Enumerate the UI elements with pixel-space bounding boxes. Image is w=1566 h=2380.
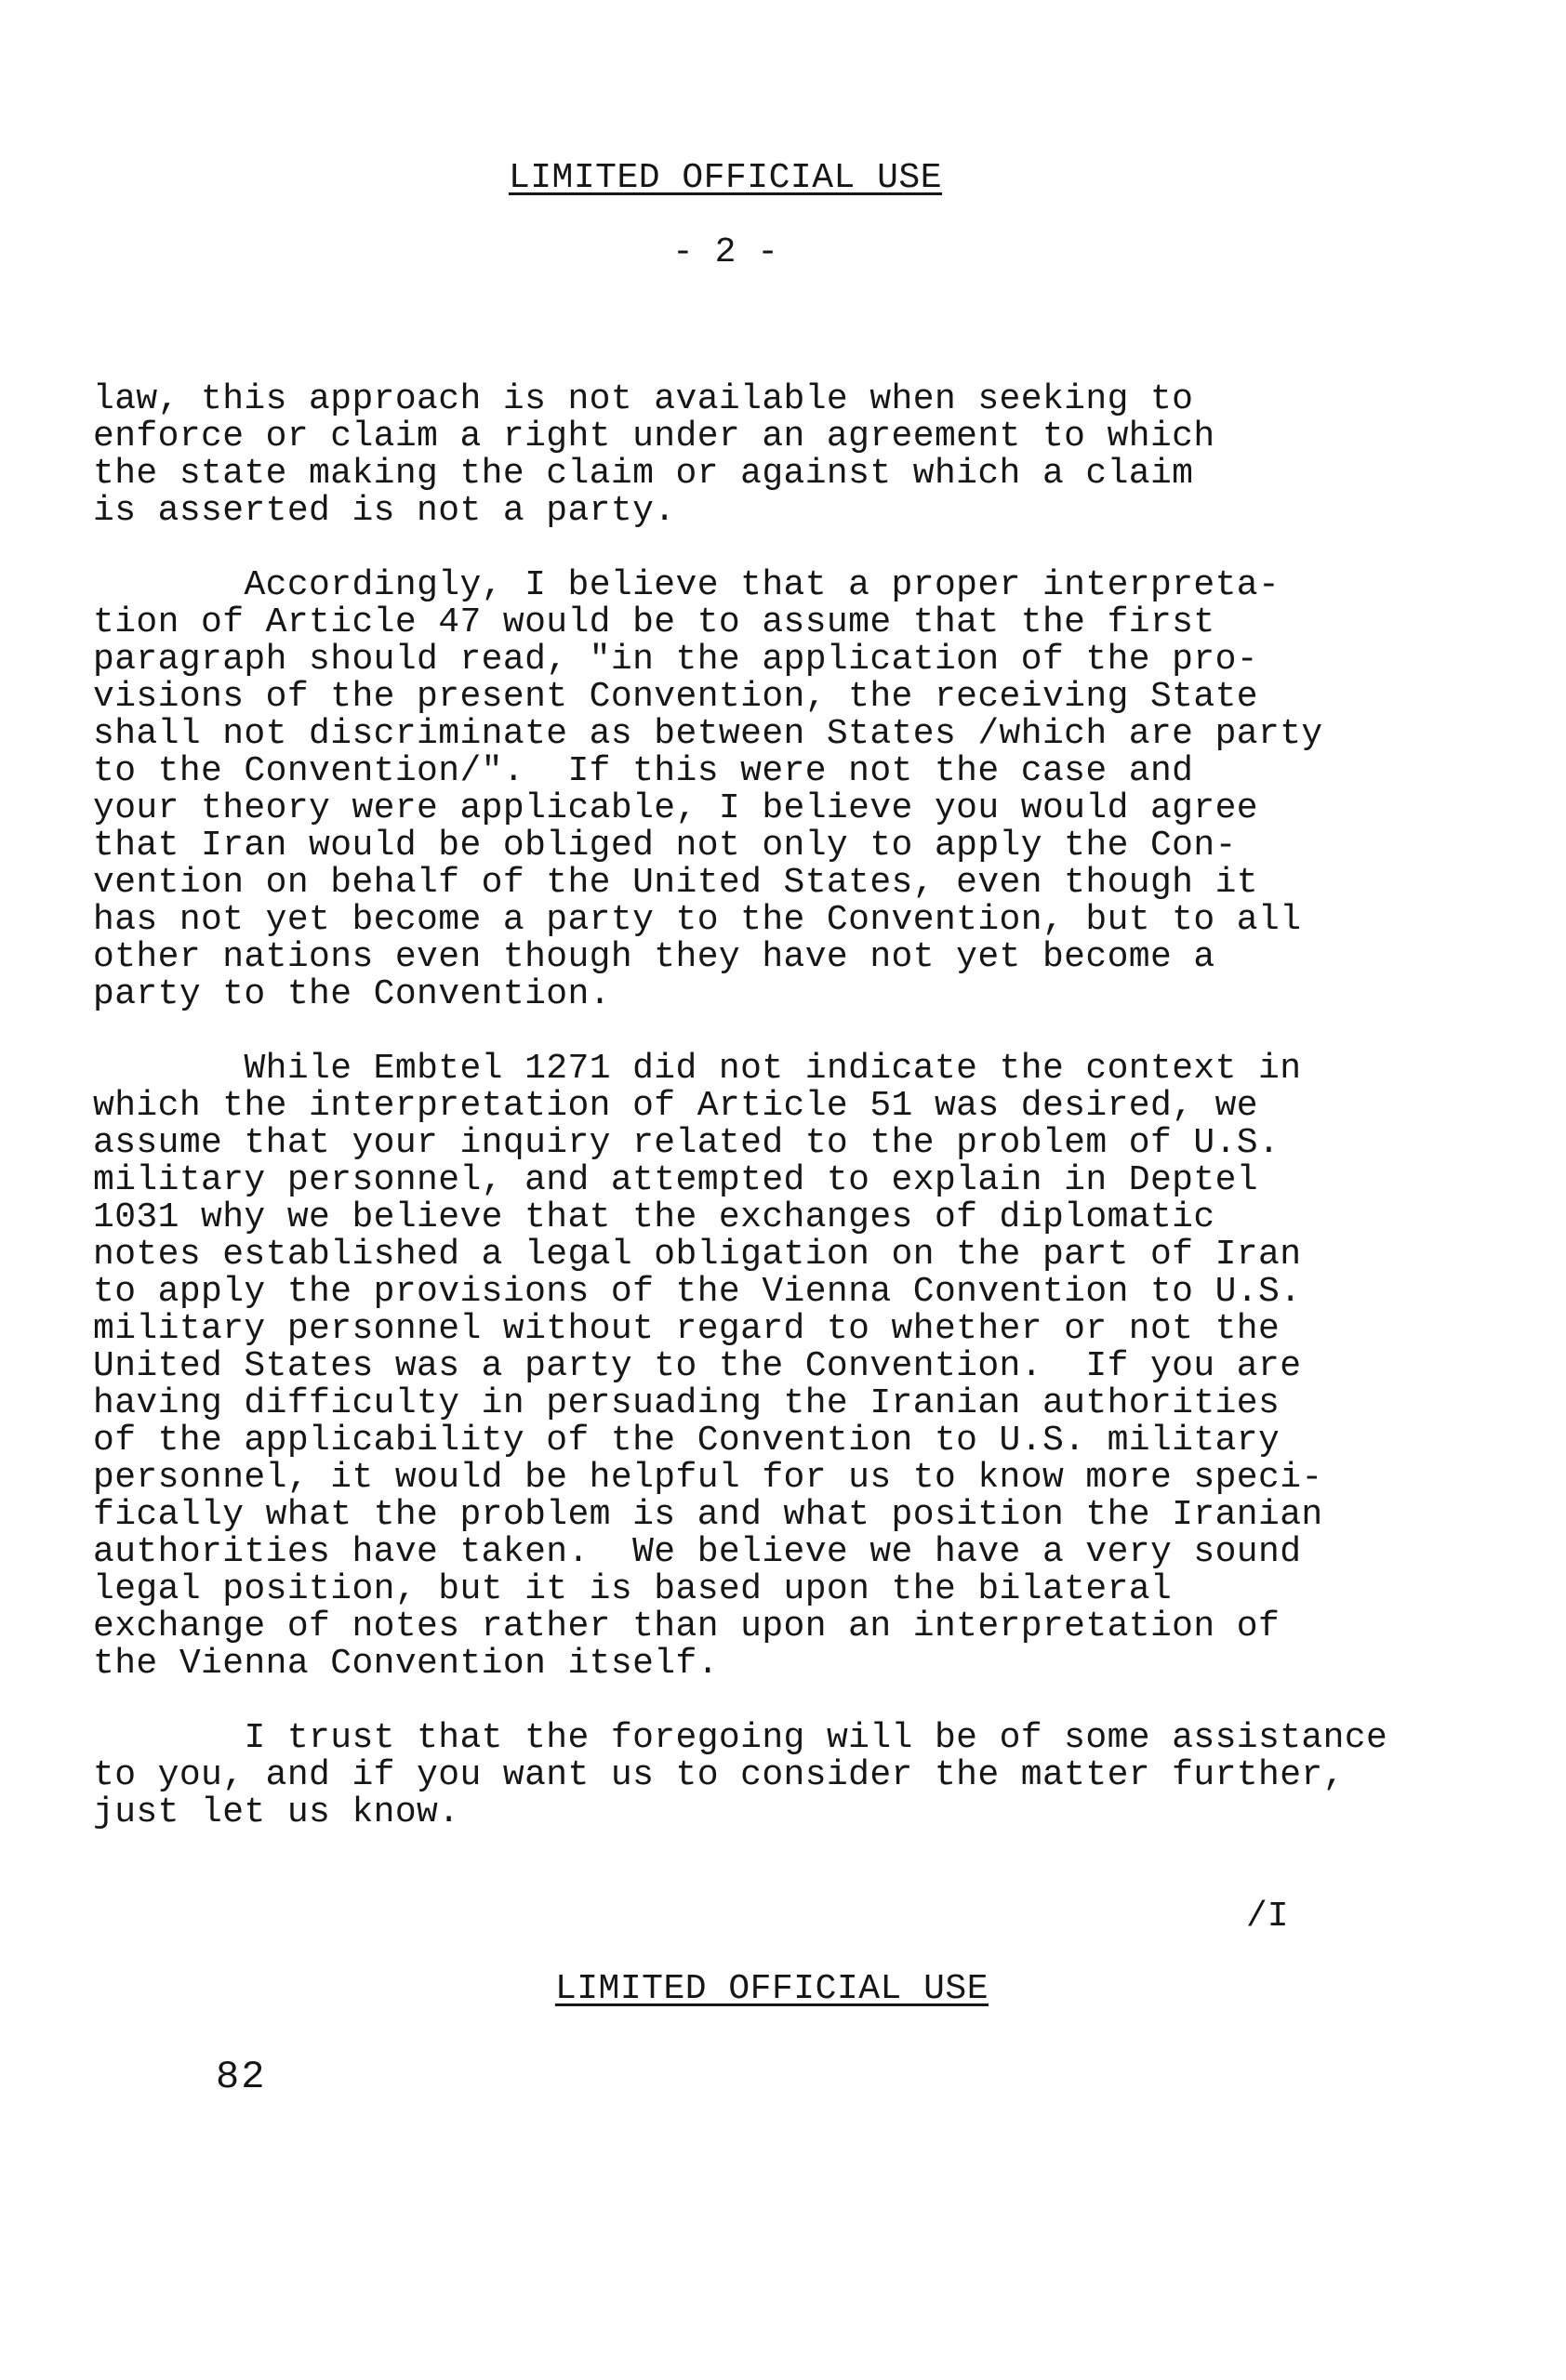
footer-classification-marking: LIMITED OFFICIAL USE bbox=[554, 1969, 989, 2009]
letter-body bbox=[93, 381, 1432, 1869]
header-classification-marking: LIMITED OFFICIAL USE bbox=[508, 158, 943, 198]
page-marker: - 2 - bbox=[671, 232, 779, 272]
body-paragraph-1: law, this approach is not available when seeking to enforce or claim a right under an agreement to which the state making the claim or against which a claim is asserted is not a party. bbox=[93, 379, 1215, 531]
body-paragraph-3: While Embtel 1271 did not indicate the context in which the interpretation of Article 51 was desired, we assume that your inquiry related to the problem of U.S. military personnel, and attempted to explain in Deptel 1031 why we believe that the exchanges of diplomatic notes established a legal obligation on the part of Iran to apply the provisions of the Vienna Convention to U.S. military personnel without regard to whether or not the United States was a party to the Convention. If you are having difficulty in persuading the Iranian authorities of the applicability of the Convention to U.S. military personnel, it would be helpful for us to know more speci- fically what the problem is and what position the Iranian authorities have taken. We believe we have a very sound legal position, but it is based upon the bilateral exchange of notes rather than upon an interpretation of the Vienna Convention itself. bbox=[93, 1049, 1323, 1684]
body-paragraph-4: I trust that the foregoing will be of some assistance to you, and if you want us to consider the matter further, just let us know. bbox=[93, 1718, 1388, 1832]
document-page-number: 82 bbox=[216, 2055, 267, 2099]
signature-mark: /I bbox=[1246, 1897, 1289, 1937]
body-paragraph-2: Accordingly, I believe that a proper interpreta- tion of Article 47 would be to assume that the first paragraph should read, "in the application of the pro- visions of the present Convention, the receiving State shall not discriminate as between States /which are party to the Convention/". If this were not the case and your theory were applicable, I believe you would agree that Iran would be obliged not only to apply the Con- vention on behalf of the United States, even though it has not yet become a party to the Convention, but to all other nations even though they have not yet become a party to the Convention. bbox=[93, 565, 1323, 1014]
